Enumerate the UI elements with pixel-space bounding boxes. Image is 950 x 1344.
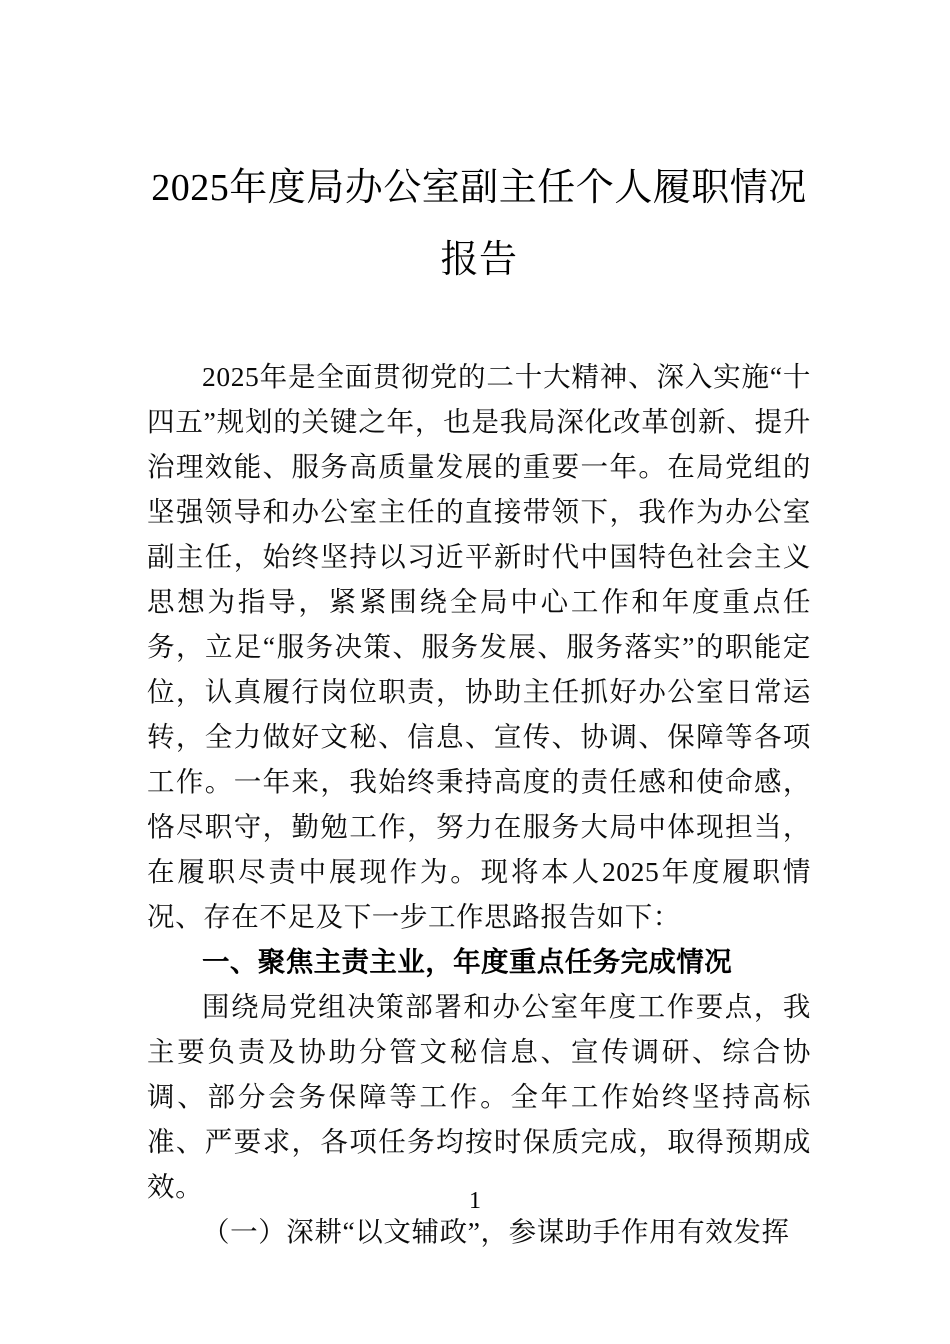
page-title: 2025年度局办公室副主任个人履职情况报告 xyxy=(151,167,807,281)
paragraph-duties-overview: 围绕局党组决策部署和办公室年度工作要点，我主要负责及协助分管文秘信息、宣传调研、综合协调、部分会务保障等工作。全年工作始终坚持高标准、严要求，各项任务均按时保质完成，取得预期成效。 xyxy=(147,991,811,1202)
document-body xyxy=(147,0,811,1254)
section-heading-one: 一、聚焦主责主业，年度重点任务完成情况 xyxy=(202,946,733,977)
paragraph-introduction: 2025年是全面贯彻党的二十大精神、深入实施“十四五”规划的关键之年，也是我局深化改革创新、提升治理效能、服务高质量发展的重要一年。在局党组的坚强领导和办公室主任的直接带领下，我作为办公室副主任，始终坚持以习近平新时代中国特色社会主义思想为指导，紧紧围绕全局中心工作和年度重点任务，立足“服务决策、服务发展、服务落实”的职能定位，认真履行岗位职责，协助主任抓好办公室日常运转，全力做好文秘、信息、宣传、协调、保障等各项工作。一年来，我始终秉持高度的责任感和使命感，恪尽职守，勤勉工作，努力在服务大局中体现担当，在履职尽责中展现作为。现将本人2025年度履职情况、存在不足及下一步工作思路报告如下： xyxy=(147,361,811,932)
subsection-heading-one: （一）深耕“以文辅政”，参谋助手作用有效发挥 xyxy=(202,1216,790,1247)
page-number-footer: 1 xyxy=(469,1188,481,1214)
